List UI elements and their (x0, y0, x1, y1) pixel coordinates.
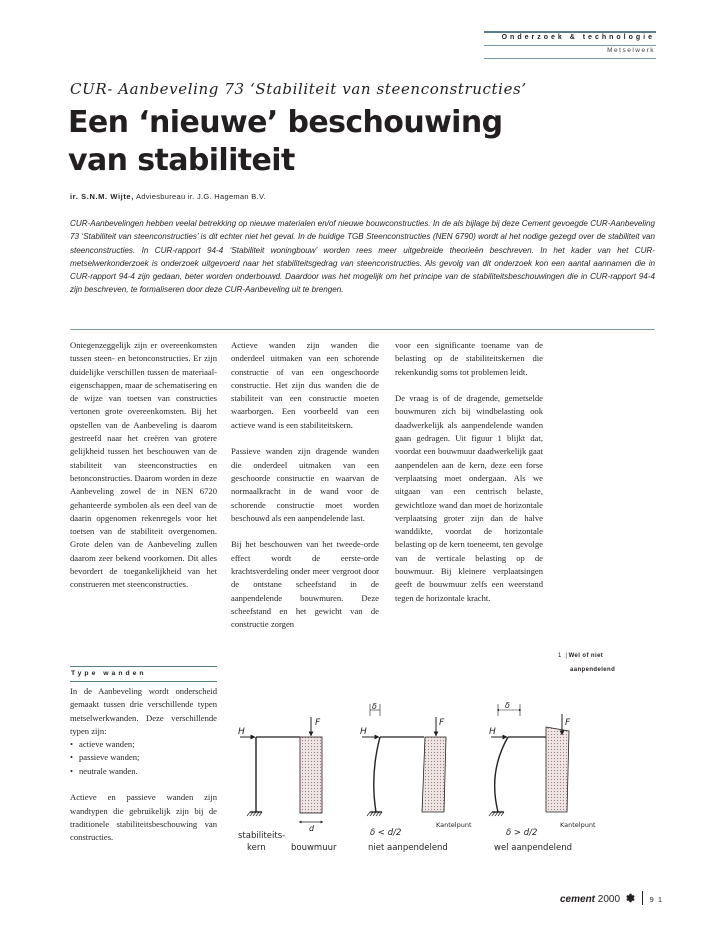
delta-label: δ (505, 701, 510, 710)
section-heading: Type wanden (71, 670, 147, 677)
force-f-label: F (315, 718, 321, 728)
page-footer (560, 891, 663, 905)
footer-divider (642, 891, 643, 905)
not-leaning-label: niet aanpendelend (368, 843, 448, 853)
header-rule-middle (484, 45, 656, 46)
load-bearing-wall (300, 737, 322, 813)
diagram-panel-1 (238, 717, 337, 853)
section-label: Onderzoek & technologie (501, 34, 655, 41)
journal-year: 2000 (597, 894, 621, 905)
body-paragraph: Passieve wanden zijn dragende wanden die onderdeel uitmaken van een geschoorde constructie en waarvan de normaalkracht in de wand voor de schorende constructie moet worden beschouwd als een aanpendelende last. (231, 446, 379, 523)
section-rule-top (70, 666, 217, 667)
article-kicker: CUR- Aanbeveling 73 ‘Stabiliteit van steenconstructies’ (70, 80, 527, 98)
page-number: 9 1 (649, 895, 664, 904)
author-affiliation: Adviesbureau ir. J.G. Hageman B.V. (135, 192, 266, 201)
stability-core-label-1: stabiliteits- (238, 831, 286, 841)
list-item: • actieve wanden; (70, 738, 217, 751)
condition-label: δ > d/2 (506, 828, 538, 838)
force-h-label: H (360, 727, 367, 737)
tipping-point-label: Kantelpunt (560, 821, 596, 829)
figure-caption: 1 | Wel of niet aanpendelend (558, 649, 638, 677)
section-rule-bottom (70, 681, 217, 682)
body-paragraph: Bij het beschouwen van het tweede-orde effect wordt de eerste-orde krachtsverdeling onder meer vergroot door de ontstane scheefstand in de aanpendelende bouwmuren. Deze scheefstand en het gewicht van de constructie zorgen (231, 539, 379, 630)
body-paragraph: Actieve wanden zijn wanden die onderdeel uitmaken van een schorende constructie of van een ongeschoorde constructie. Het zijn dus wanden die de stabiliteit van een constructie moeten waarborgen. Een voorbeeld van een actieve wand is een stabiliteitskern. (231, 340, 379, 430)
condition-label: δ < d/2 (370, 828, 402, 838)
diagram-panel-3 (489, 701, 596, 853)
width-d-label: d (309, 824, 315, 833)
caption-line-1: Wel of niet (568, 653, 604, 659)
tilted-wall (422, 737, 446, 812)
list-item: • neutrale wanden. (70, 765, 217, 778)
leaning-label: wel aanpendelend (494, 843, 573, 853)
force-h-label: H (238, 727, 245, 737)
diagram-panel-2 (360, 702, 472, 853)
stability-core-label-2: kern (247, 843, 266, 853)
issue-mark-icon: ✽ (625, 893, 636, 905)
caption-line-2: aanpendelend (570, 667, 616, 673)
body-paragraph: voor een significante toename van de belasting op de stabiliteitskernen die rekenkundig soms tot problemen leidt. (395, 340, 543, 377)
force-h-label: H (489, 727, 496, 737)
byline (70, 192, 266, 201)
body-paragraph: De vraag is of de dragende, gemetselde bouwmuren zich bij windbelasting ook daadwerkelijk als aanpendelende wanden gaan gedragen. Uit figuur 1 blijkt dat, voordat een bouwmuur daadwerkelijk gaat aanpendelen aan de kern, deze een forse verplaatsing moet ondergaan. Als we uitgaan van een centrisch belaste, gewichtloze wand dan moet de horizontale verplaatsing groter zijn dan de halve wanddikte, voordat de horizontale belasting op de kern toeneemt, ten gevolge van de verticale belasting op de bouwmuur. Bij kleinere verplaatsingen geeft de bouwmuur zelfs een weerstand tegen de horizontale kracht. (395, 393, 543, 603)
article-title: Een ‘nieuwe’ beschouwing van stabiliteit (68, 105, 503, 178)
author-name: ir. S.N.M. Wijte, (70, 192, 134, 201)
body-column-2 (231, 339, 379, 632)
body-paragraph: Ontegenzeggelijk zijn er overeenkomsten tussen steen- en betonconstructies. Er zijn duidelijke verschillen tussen de materiaaleigenschappen, maar de schematisering en de wijze van toetsen van constructies vertonen grote overeenkomsten. Bij het opstellen van de Aanbeveling is daarom gestreefd naar het creëren van grotere gelijkheid tussen het beschouwen van de stabiliteit van steenconstructies en betonconstructies. Daarom worden in deze Aanbeveling zowel de in NEN 6720 gehanteerde symbolen als een deel van de daarin opgenomen rekenregels voor het toetsen van de stabiliteit overgenomen. Grote delen van de Aanbeveling zullen daarom zeer bekend voorkomen. Dit alles bevordert de toegankelijkheid van het construeren met steenconstructies. (70, 340, 217, 590)
subsection-label: Metselwerk (607, 47, 655, 54)
tipping-point-label: Kantelpunt (436, 821, 472, 829)
figure-wall-stability-diagram (220, 700, 600, 860)
wall-label: bouwmuur (291, 843, 337, 853)
force-f-label: F (565, 718, 571, 728)
body-paragraph: Actieve en passieve wanden zijn wandtypen die gebruikelijk zijn bij de traditionele stabiliteitsbeschouwing van constructies. (70, 792, 217, 843)
journal-name: cement (560, 894, 596, 905)
deflected-core-line (374, 737, 380, 812)
force-f-label: F (439, 718, 445, 728)
article-intro: CUR-Aanbevelingen hebben veelal betrekking op nieuwe materialen en/of nieuwe bouwconstructies. In de als bijlage bij deze Cement gevoegde CUR-Aanbeveling 73 ‘Stabiliteit van steenconstructies’ is dit echter niet het geval. In de huidige TGB Steenconstructies (NEN 6790) wordt al het nodige gezegd over de stabiliteit van steenconstructies. In CUR-rapport 94-4 ‘Stabiliteit woningbouw’ worden rees meer uitgebreide theorieën beschreven. In het kader van het CUR-metselwerkonderzoek is onderzoek uitgevoerd naar het stabiliteitsgedrag van steenconstructies. Als gevolg van dit onderzoek kon een aantal aannamen die in CUR-rapport 94-4 zijn gedaan, beter worden onderbouwd. Daardoor was het mogelijk om het principe van de stabiliteitsbeschouwingen die in CUR-rapport 94-4 zijn beschreven, te formaliseren door deze CUR-Aanbeveling uit te brengen. (70, 219, 655, 295)
deflected-core-line (495, 737, 508, 812)
figure-number: 1 (558, 653, 562, 659)
body-column-1-section (70, 685, 217, 845)
delta-label: δ (372, 702, 377, 711)
body-column-3 (395, 339, 543, 605)
list-item: • passieve wanden; (70, 751, 217, 764)
body-paragraph: In de Aanbeveling wordt onderscheid gemaakt tussen drie verschillende typen metselwerkwanden. Deze verschillende typen zijn: (70, 686, 217, 736)
body-column-1 (70, 339, 217, 592)
wall-types-list (70, 738, 217, 778)
intro-divider (70, 329, 655, 330)
leaning-wall (546, 727, 569, 812)
header-rule-bottom (484, 58, 656, 59)
